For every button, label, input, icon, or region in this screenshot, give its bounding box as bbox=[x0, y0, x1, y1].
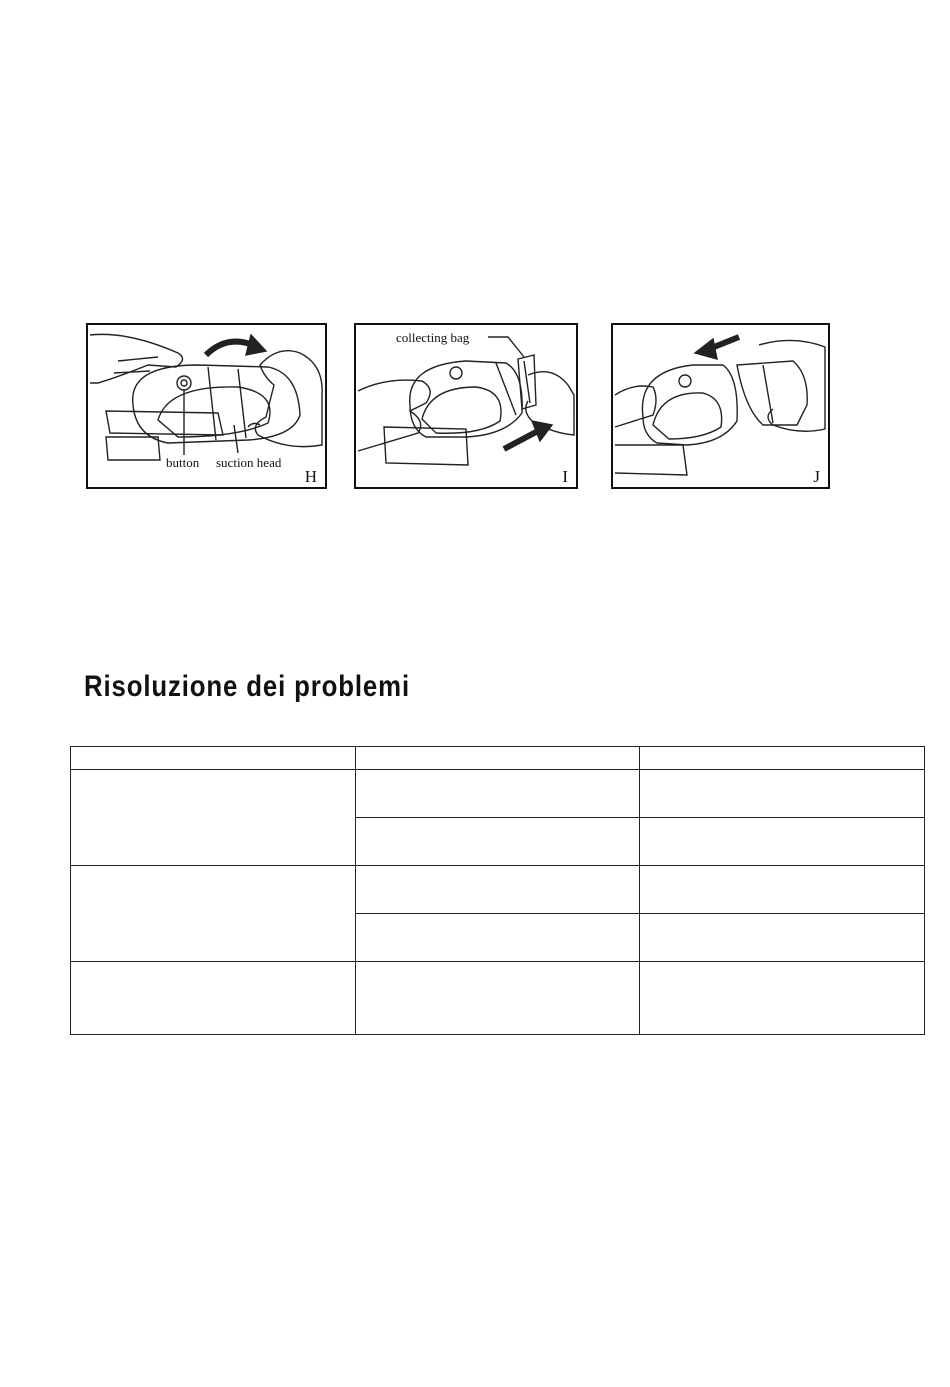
button-label: button bbox=[166, 455, 200, 470]
cause-cell bbox=[356, 818, 640, 866]
table-row bbox=[71, 962, 925, 1035]
figure-panel-i bbox=[354, 323, 578, 489]
arrow-icon bbox=[504, 431, 538, 449]
table-row bbox=[71, 866, 925, 914]
vacuum-icon bbox=[133, 365, 300, 443]
table-header-row bbox=[71, 747, 925, 770]
troubleshooting-table bbox=[70, 746, 925, 1035]
vacuum-illustration-i bbox=[356, 325, 576, 487]
vacuum-icon bbox=[410, 361, 522, 437]
figure-panel-j bbox=[611, 323, 830, 489]
hand-icon bbox=[759, 340, 825, 431]
solution-cell bbox=[640, 818, 925, 866]
hand-icon bbox=[358, 380, 430, 451]
cause-cell bbox=[356, 962, 640, 1035]
hand-icon bbox=[615, 386, 656, 427]
button-icon bbox=[177, 376, 191, 390]
header-solution bbox=[640, 747, 925, 770]
problem-cell bbox=[71, 962, 356, 1035]
vacuum-illustration-h bbox=[88, 325, 325, 487]
header-problem bbox=[71, 747, 356, 770]
problem-cell bbox=[71, 866, 356, 962]
cause-cell bbox=[356, 770, 640, 818]
solution-cell bbox=[640, 866, 925, 914]
cause-cell bbox=[356, 866, 640, 914]
vacuum-illustration-j bbox=[613, 325, 828, 487]
suction-head-label: suction head bbox=[216, 455, 282, 470]
dock-shape bbox=[106, 411, 223, 435]
panel-letter-h: H bbox=[304, 467, 317, 486]
panel-letter-i: I bbox=[562, 467, 568, 486]
solution-cell bbox=[640, 962, 925, 1035]
solution-cell bbox=[640, 914, 925, 962]
table-row bbox=[71, 770, 925, 818]
cause-cell bbox=[356, 914, 640, 962]
problem-cell bbox=[71, 770, 356, 866]
figure-panel-h bbox=[86, 323, 327, 489]
header-cause bbox=[356, 747, 640, 770]
collecting-bag-label: collecting bag bbox=[396, 330, 470, 345]
solution-cell bbox=[640, 770, 925, 818]
section-title: Risoluzione dei problemi bbox=[84, 670, 410, 703]
panel-letter-j: J bbox=[813, 467, 820, 486]
